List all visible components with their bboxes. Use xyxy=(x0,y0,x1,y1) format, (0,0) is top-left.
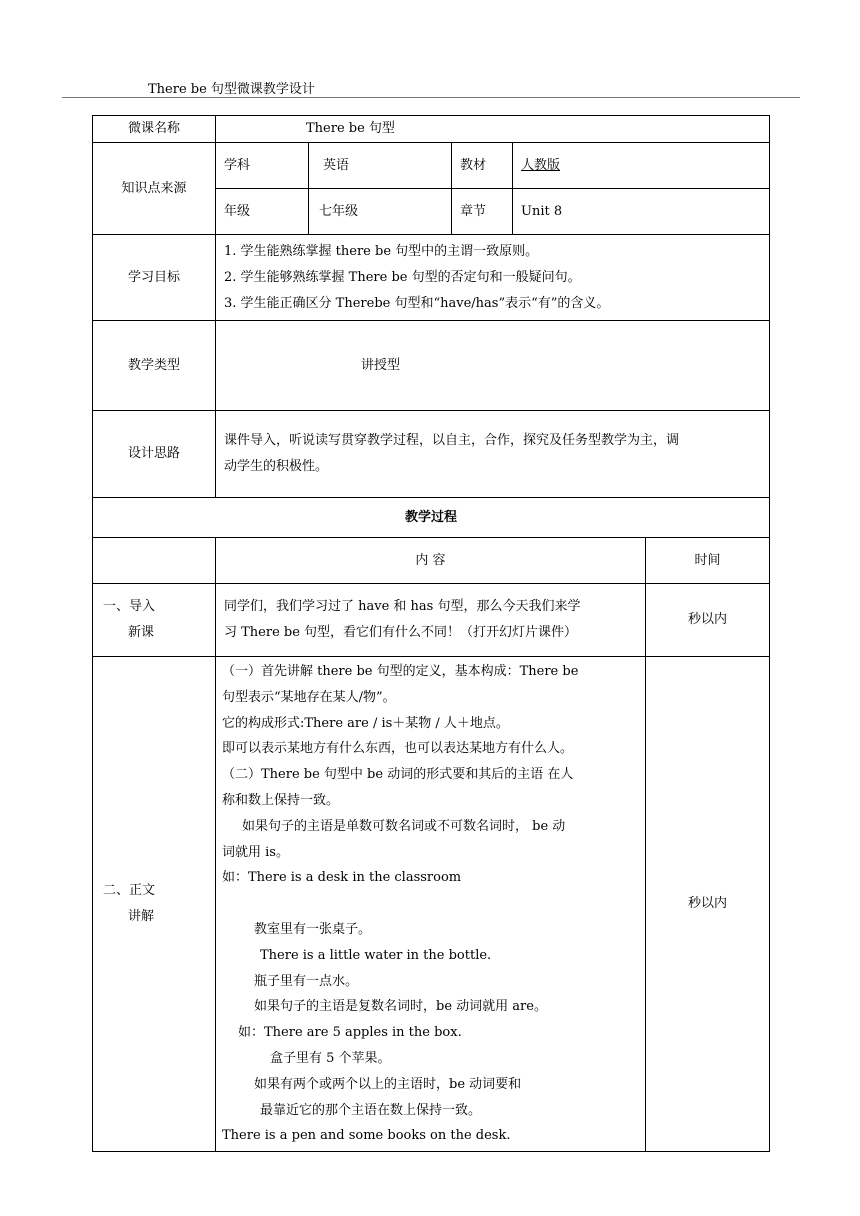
row-subject xyxy=(93,143,770,189)
page-header-title: There be 句型微课教学设计 xyxy=(148,82,315,97)
content-line: 句型表示“某地存在某人/物”。 xyxy=(222,689,396,705)
stage-line: 一、导入 xyxy=(103,599,156,614)
time-main: 秒以内 xyxy=(646,657,770,1152)
content-line: 它的构成形式:There are / is＋某物 / 人＋地点。 xyxy=(222,715,509,731)
grade-label: 年级 xyxy=(216,189,309,235)
stage-line: 新课 xyxy=(128,625,155,640)
textbook-label: 教材 xyxy=(452,143,513,189)
content-line: 如：There is a desk in the classroom xyxy=(222,870,462,886)
subject-label: 学科 xyxy=(216,143,309,189)
process-header-stage xyxy=(93,538,216,584)
row-design xyxy=(93,411,770,498)
stage-intro xyxy=(93,584,216,657)
content-line: （一）首先讲解 there be 句型的定义，基本构成：There be xyxy=(222,664,579,679)
chapter-label: 章节 xyxy=(452,189,513,235)
grade-value: 七年级 xyxy=(309,189,452,235)
stage-line: 二、正文 xyxy=(103,883,156,899)
goal-item: 2. 学生能够熟练掌握 There be 句型的否定句和一般疑问句。 xyxy=(224,269,581,285)
content-line: 同学们，我们学习过了 have 和 has 句型，那么今天我们来学 xyxy=(224,599,581,614)
content-line: 习 There be 句型，看它们有什么不同！（打开幻灯片课件） xyxy=(224,625,578,640)
content-line: There is a pen and some books on the desk. xyxy=(222,1128,511,1144)
row-course-name xyxy=(93,116,770,143)
source-label: 知识点来源 xyxy=(93,143,216,235)
process-header-time: 时间 xyxy=(646,538,770,584)
textbook-value xyxy=(513,143,770,189)
content-line: 如果有两个或两个以上的主语时，be 动词要和 xyxy=(254,1076,522,1092)
content-line: （二）There be 句型中 be 动词的形式要和其后的主语 在人 xyxy=(222,767,574,783)
content-line: There is a little water in the bottle. xyxy=(260,947,492,963)
content-intro xyxy=(216,584,646,657)
goal-item: 1. 学生能熟练掌握 there be 句型中的主谓一致原则。 xyxy=(224,243,539,259)
process-title: 教学过程 xyxy=(93,498,770,538)
type-label: 教学类型 xyxy=(93,321,216,411)
row-process-header xyxy=(93,538,770,584)
textbook-value-text: 人教版 xyxy=(521,157,561,173)
content-line: 词就用 is。 xyxy=(222,844,289,860)
chapter-value: Unit 8 xyxy=(513,189,770,235)
content-line: 即可以表示某地方有什么东西，也可以表达某地方有什么人。 xyxy=(222,741,574,757)
content-line: 如果句子的主语是单数可数名词或不可数名词时， be 动 xyxy=(242,818,566,834)
design-text xyxy=(216,411,770,498)
goals-list xyxy=(216,235,770,321)
content-line: 盒子里有 5 个苹果。 xyxy=(270,1050,391,1066)
content-main xyxy=(216,657,646,1152)
header-rule xyxy=(62,97,800,98)
row-type xyxy=(93,321,770,411)
lesson-plan-table xyxy=(92,115,770,1152)
subject-value: 英语 xyxy=(309,143,452,189)
row-goals xyxy=(93,235,770,321)
content-line: 瓶子里有一点水。 xyxy=(254,973,359,989)
course-name-value: There be 句型 xyxy=(216,116,770,143)
process-header-content: 内 容 xyxy=(216,538,646,584)
goal-item: 3. 学生能正确区分 Therebe 句型和“have/has”表示“有”的含义。 xyxy=(224,295,610,311)
stage-line: 讲解 xyxy=(128,909,155,925)
design-line: 课件导入，听说读写贯穿教学过程，以自主，合作，探究及任务型教学为主，调 xyxy=(224,433,680,448)
row-process-title xyxy=(93,498,770,538)
content-line: 如：There are 5 apples in the box. xyxy=(238,1025,462,1041)
design-label: 设计思路 xyxy=(93,411,216,498)
content-line xyxy=(222,891,639,917)
design-line: 动学生的积极性。 xyxy=(224,459,329,474)
content-line: 称和数上保持一致。 xyxy=(222,792,340,808)
course-name-label: 微课名称 xyxy=(93,116,216,143)
content-line: 教室里有一张桌子。 xyxy=(254,921,372,937)
time-intro: 秒以内 xyxy=(646,584,770,657)
content-line: 最靠近它的那个主语在数上保持一致。 xyxy=(260,1102,482,1118)
process-row-intro xyxy=(93,584,770,657)
content-line: 如果句子的主语是复数名词时，be 动词就用 are。 xyxy=(254,999,547,1015)
goals-label: 学习目标 xyxy=(93,235,216,321)
process-row-main xyxy=(93,657,770,1152)
type-value: 讲授型 xyxy=(216,321,770,411)
stage-main xyxy=(93,657,216,1152)
